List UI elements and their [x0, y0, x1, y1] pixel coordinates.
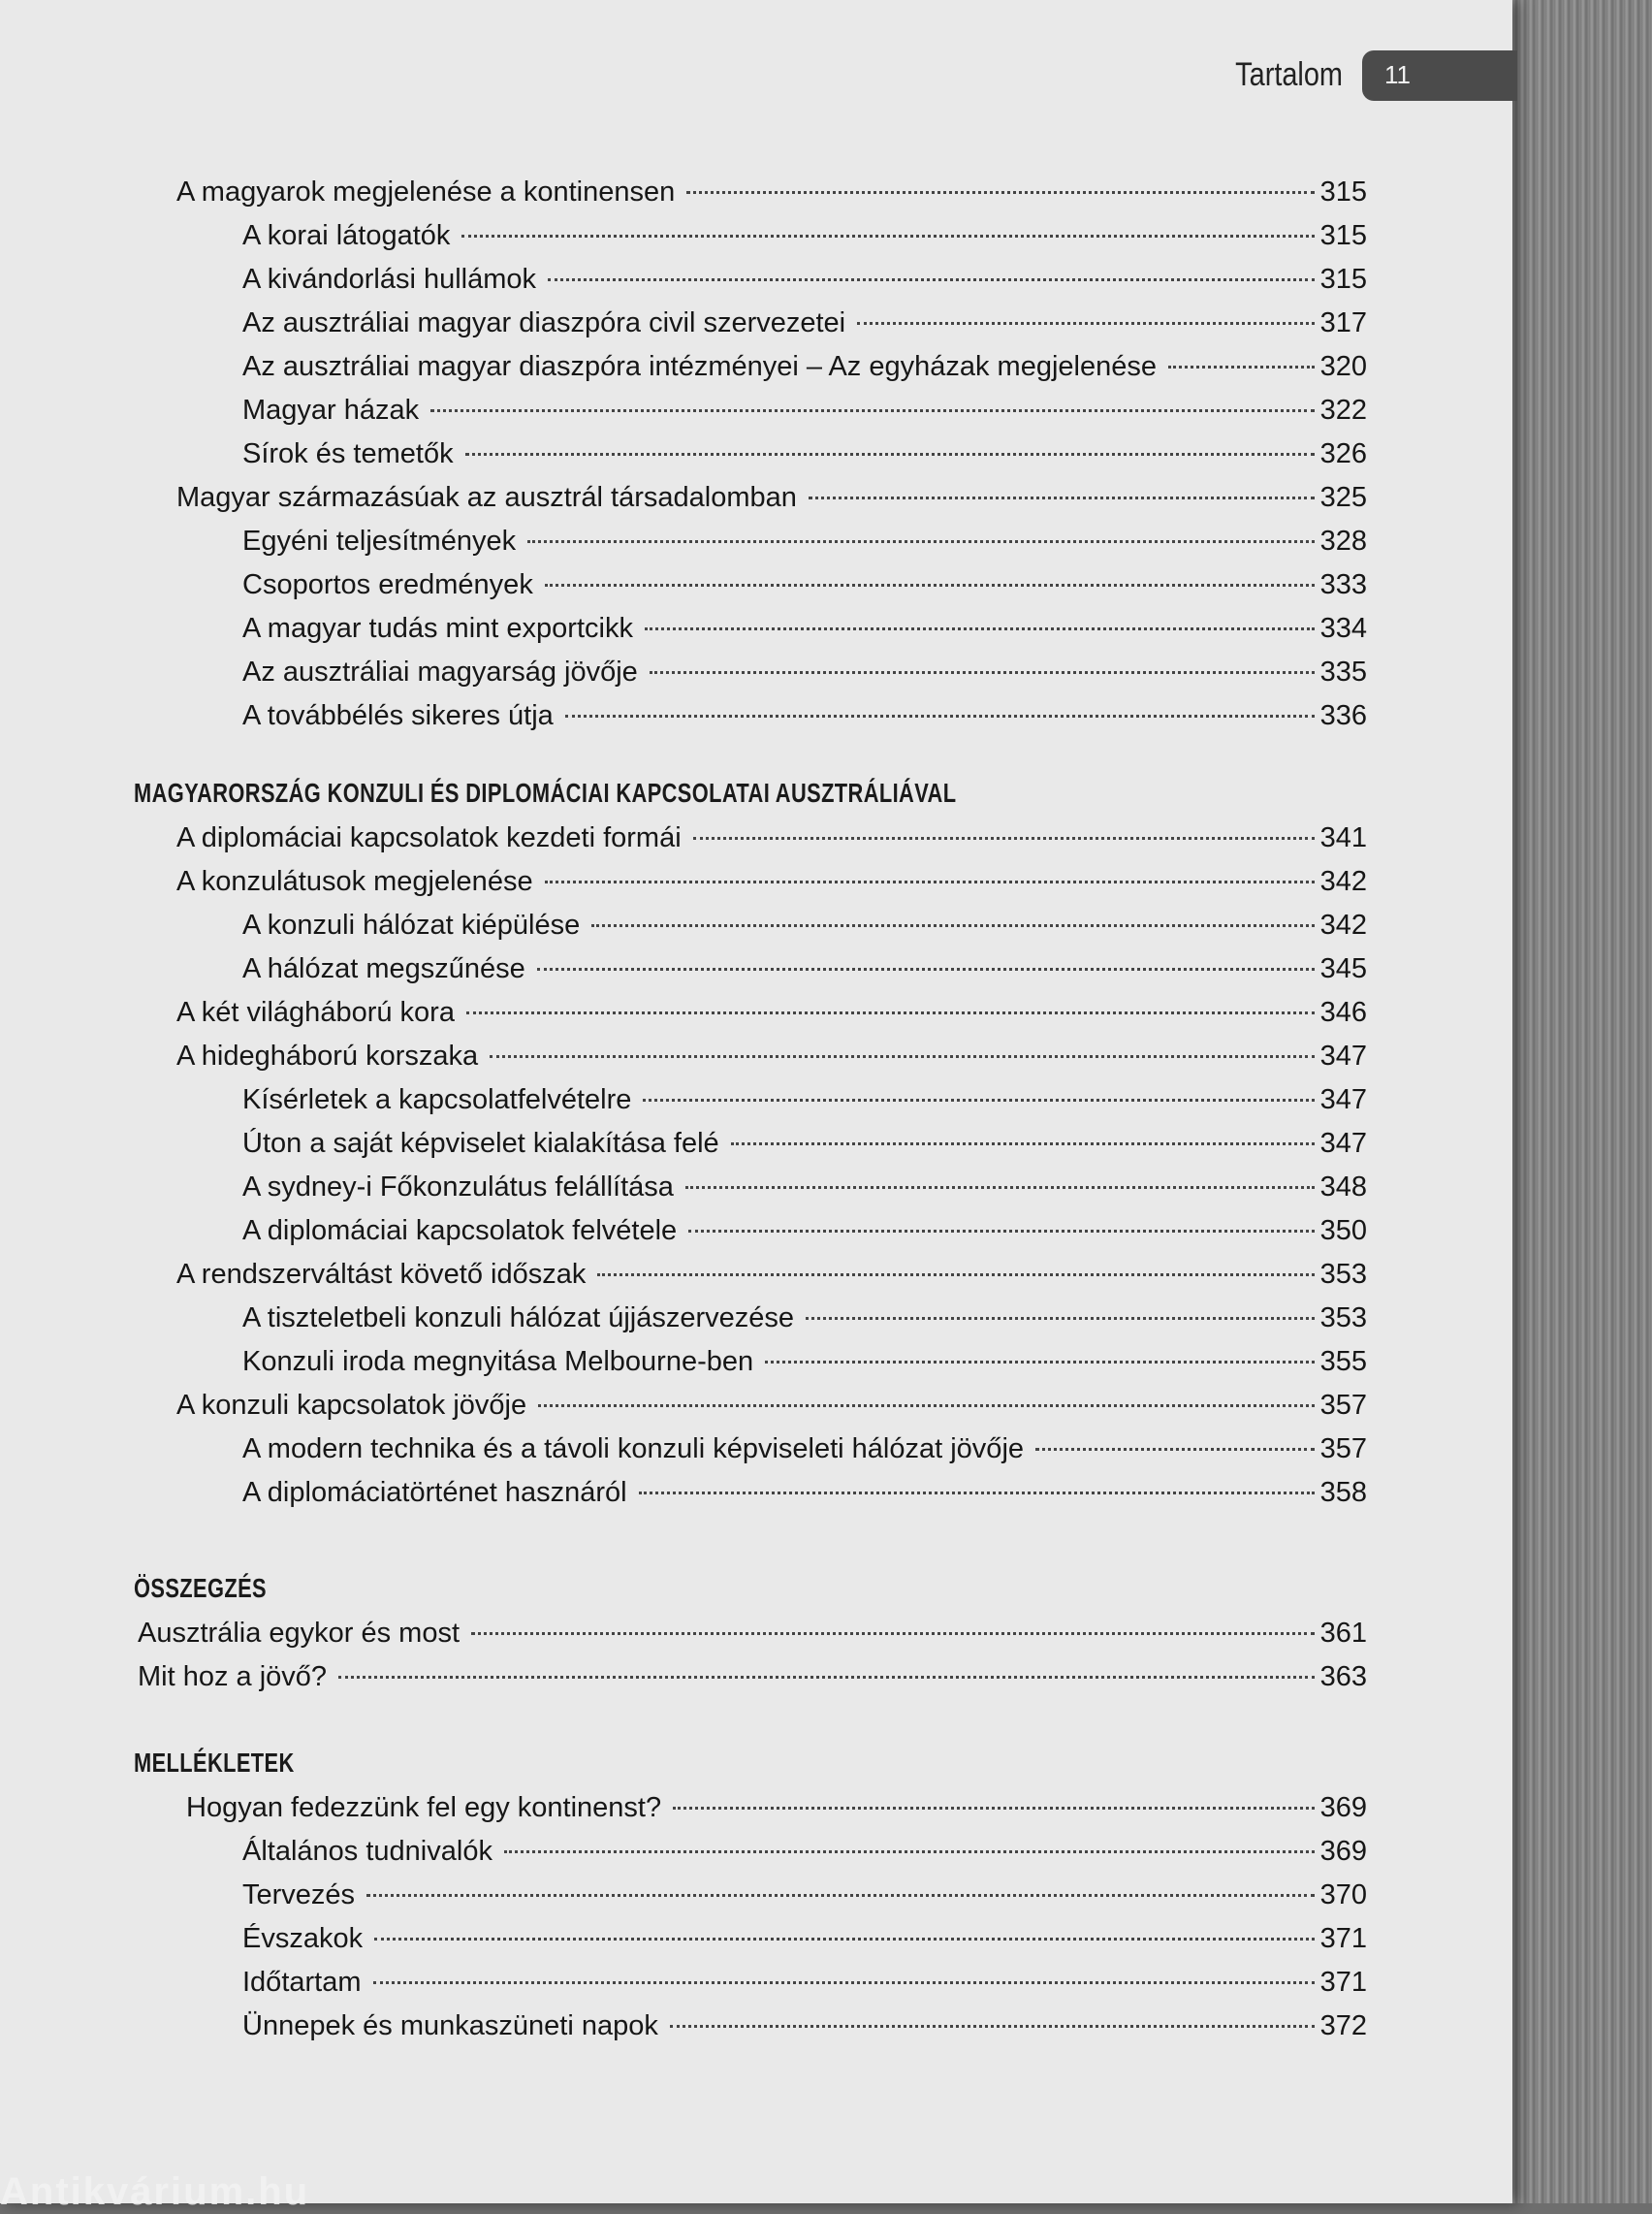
toc-entry-title: Csoportos eredmények — [242, 569, 533, 600]
toc-entry-title: A diplomáciai kapcsolatok felvétele — [242, 1215, 678, 1246]
toc-entry-page: 361 — [1319, 1618, 1367, 1649]
toc-entry — [242, 655, 1367, 690]
toc-entry — [242, 436, 1367, 471]
toc-entry-title: Magyar házak — [242, 395, 420, 426]
toc-entry — [242, 1877, 1367, 1912]
toc-entry-page: 320 — [1319, 351, 1367, 382]
toc-entry-page: 334 — [1319, 613, 1367, 644]
toc-entry — [242, 1834, 1367, 1869]
toc-entry-page: 357 — [1319, 1390, 1367, 1421]
toc-entry — [242, 611, 1367, 646]
toc-entry-page: 363 — [1319, 1661, 1367, 1692]
toc-entry-title: A sydney-i Főkonzulátus felállítása — [242, 1171, 674, 1203]
dot-leader — [545, 584, 1315, 587]
toc-entry — [242, 1965, 1367, 2000]
toc-entry-title: A magyarok megjelenése a kontinensen — [176, 176, 676, 208]
toc-entry — [242, 305, 1367, 340]
toc-entry-title: Ausztrália egykor és most — [138, 1618, 461, 1649]
toc-entry-page: 372 — [1319, 2010, 1367, 2041]
toc-entry — [242, 951, 1367, 986]
toc-entry — [176, 820, 1367, 855]
dot-leader — [504, 1850, 1315, 1853]
toc-entry — [242, 393, 1367, 428]
toc-entry — [242, 1213, 1367, 1248]
dot-leader — [670, 2025, 1315, 2028]
dot-leader — [338, 1676, 1315, 1679]
dot-leader — [490, 1055, 1314, 1058]
toc-entry-title: Sírok és temetők — [242, 438, 454, 469]
toc-entry — [242, 349, 1367, 384]
toc-entry-title: A két világháború kora — [176, 997, 455, 1028]
toc-entry — [242, 1344, 1367, 1379]
toc-entry-page: 353 — [1319, 1302, 1367, 1333]
toc-entry-page: 357 — [1319, 1433, 1367, 1464]
section-heading: MELLÉKLETEK — [134, 1748, 295, 1778]
dot-leader — [809, 497, 1315, 499]
dot-leader — [461, 235, 1314, 238]
toc-entry-title: A tiszteletbeli konzuli hálózat újjászervezése — [242, 1302, 795, 1333]
toc-entry-page: 348 — [1319, 1171, 1367, 1203]
toc-entry-title: A kivándorlási hullámok — [242, 264, 537, 295]
dot-leader — [591, 924, 1314, 927]
toc-entry-page: 355 — [1319, 1346, 1367, 1377]
dot-leader — [639, 1492, 1315, 1494]
toc-entry-page: 317 — [1319, 307, 1367, 338]
toc-entry-page: 315 — [1319, 176, 1367, 208]
dot-leader — [686, 191, 1314, 194]
dot-leader — [537, 968, 1315, 971]
dot-leader — [857, 322, 1314, 325]
toc-entry-title: A továbbélés sikeres útja — [242, 700, 554, 731]
dot-leader — [1168, 366, 1315, 369]
toc-entry — [242, 1126, 1367, 1161]
toc-entry-title: A rendszerváltást követő időszak — [176, 1259, 587, 1290]
toc-entry-title: Az ausztráliai magyarság jövője — [242, 657, 638, 688]
toc-entry-title: A hálózat megszűnése — [242, 953, 525, 984]
dot-leader — [548, 278, 1315, 281]
toc-entry-page: 315 — [1319, 264, 1367, 295]
toc-entry-title: Mit hoz a jövő? — [138, 1661, 328, 1692]
dot-leader — [765, 1361, 1314, 1364]
dot-leader — [650, 671, 1315, 674]
toc-entry — [242, 1300, 1367, 1335]
section-heading: ÖSSZEGZÉS — [134, 1573, 268, 1603]
dot-leader — [673, 1807, 1315, 1810]
toc-entry-title: A hidegháború korszaka — [176, 1041, 479, 1072]
toc-entry — [242, 2008, 1367, 2043]
running-header-title: Tartalom — [1235, 56, 1343, 93]
dot-leader — [538, 1404, 1315, 1407]
toc-entry-page: 353 — [1319, 1259, 1367, 1290]
dot-leader — [597, 1273, 1314, 1276]
dot-leader — [373, 1981, 1315, 1984]
dot-leader — [527, 540, 1315, 543]
dot-leader — [471, 1632, 1315, 1635]
toc-entry-title: A konzuli hálózat kiépülése — [242, 910, 581, 941]
toc-entry — [242, 1431, 1367, 1466]
toc-entry-page: 328 — [1319, 526, 1367, 557]
dot-leader — [731, 1142, 1315, 1145]
toc-entry — [242, 524, 1367, 559]
toc-entry-title: Tervezés — [242, 1879, 356, 1910]
toc-entry-page: 369 — [1319, 1836, 1367, 1867]
dot-leader — [688, 1230, 1314, 1233]
toc-entry-page: 371 — [1319, 1967, 1367, 1998]
toc-entry-title: Egyéni teljesítmények — [242, 526, 517, 557]
toc-entry-title: A diplomáciatörténet hasznáról — [242, 1477, 627, 1508]
toc-entry-title: A magyar tudás mint exportcikk — [242, 613, 633, 644]
page-number: 11 — [1384, 60, 1411, 89]
toc-entry-title: Magyar származásúak az ausztrál társadalomban — [176, 482, 797, 513]
dot-leader — [545, 881, 1315, 883]
toc-entry — [242, 218, 1367, 253]
toc-entry-page: 347 — [1319, 1084, 1367, 1115]
toc-entry — [242, 908, 1367, 943]
dot-leader — [565, 715, 1315, 718]
toc-entry-page: 358 — [1319, 1477, 1367, 1508]
toc-entry-page: 333 — [1319, 569, 1367, 600]
toc-entry-title: A konzulátusok megjelenése — [176, 866, 533, 897]
toc-entry-title: Évszakok — [242, 1923, 364, 1954]
dot-leader — [1035, 1448, 1315, 1451]
toc-entry — [176, 864, 1367, 899]
toc-entry — [242, 1475, 1367, 1510]
toc-entry — [176, 1039, 1367, 1074]
toc-entry-title: A konzuli kapcsolatok jövője — [176, 1390, 527, 1421]
dot-leader — [430, 409, 1314, 412]
toc-entry — [176, 1388, 1367, 1423]
toc-entry-page: 370 — [1319, 1879, 1367, 1910]
toc-entry-title: A modern technika és a távoli konzuli képviseleti hálózat jövője — [242, 1433, 1025, 1464]
toc-entry-title: Kísérletek a kapcsolatfelvételre — [242, 1084, 632, 1115]
toc-entry-page: 326 — [1319, 438, 1367, 469]
dot-leader — [645, 627, 1315, 630]
toc-entry-page: 325 — [1319, 482, 1367, 513]
toc-entry-page: 350 — [1319, 1215, 1367, 1246]
toc-entry — [176, 480, 1367, 515]
toc-entry-page: 335 — [1319, 657, 1367, 688]
section-heading: MAGYARORSZÁG KONZULI ÉS DIPLOMÁCIAI KAPCSOLATAI AUSZTRÁLIÁVAL — [134, 778, 957, 808]
toc-entry-title: Időtartam — [242, 1967, 362, 1998]
toc-entry — [138, 1616, 1367, 1651]
toc-entry-title: A diplomáciai kapcsolatok kezdeti formái — [176, 822, 682, 853]
toc-entry-page: 345 — [1319, 953, 1367, 984]
toc-entry — [176, 995, 1367, 1030]
dot-leader — [693, 837, 1315, 840]
toc-entry — [138, 1659, 1367, 1694]
toc-entry-page: 342 — [1319, 910, 1367, 941]
toc-entry — [242, 1082, 1367, 1117]
dot-leader — [806, 1317, 1315, 1320]
toc-entry-title: Általános tudnivalók — [242, 1836, 492, 1867]
background-surface — [1493, 0, 1652, 2203]
watermark-text: Antikvárium.hu — [0, 2170, 310, 2213]
toc-entry-page: 371 — [1319, 1923, 1367, 1954]
toc-entry — [242, 698, 1367, 733]
toc-entry-page: 347 — [1319, 1041, 1367, 1072]
toc-entry-title: Konzuli iroda megnyitása Melbourne-ben — [242, 1346, 754, 1377]
toc-entry-page: 322 — [1319, 395, 1367, 426]
toc-entry — [176, 175, 1367, 209]
dot-leader — [643, 1099, 1314, 1102]
toc-entry-title: A korai látogatók — [242, 220, 451, 251]
dot-leader — [366, 1894, 1315, 1897]
toc-entry — [242, 262, 1367, 297]
toc-entry — [242, 567, 1367, 602]
dot-leader — [465, 453, 1315, 456]
toc-entry-title: Ünnepek és munkaszüneti napok — [242, 2010, 658, 2041]
toc-entry-page: 315 — [1319, 220, 1367, 251]
toc-entry-page: 342 — [1319, 866, 1367, 897]
dot-leader — [374, 1938, 1315, 1941]
toc-entry-title: Úton a saját képviselet kialakítása felé — [242, 1128, 719, 1159]
toc-entry-page: 347 — [1319, 1128, 1367, 1159]
toc-entry-title: Az ausztráliai magyar diaszpóra civil szervezetei — [242, 307, 846, 338]
toc-entry-page: 341 — [1319, 822, 1367, 853]
toc-entry-page: 336 — [1319, 700, 1367, 731]
dot-leader — [466, 1011, 1315, 1014]
toc-entry — [242, 1170, 1367, 1204]
toc-entry-page: 346 — [1319, 997, 1367, 1028]
toc-entry — [186, 1790, 1367, 1825]
toc-entry — [176, 1257, 1367, 1292]
dot-leader — [685, 1186, 1315, 1189]
toc-entry — [242, 1921, 1367, 1956]
toc-entry-title: Az ausztráliai magyar diaszpóra intézményei – Az egyházak megjelenése — [242, 351, 1157, 382]
toc-entry-page: 369 — [1319, 1792, 1367, 1823]
toc-entry-title: Hogyan fedezzünk fel egy kontinenst? — [186, 1792, 662, 1823]
